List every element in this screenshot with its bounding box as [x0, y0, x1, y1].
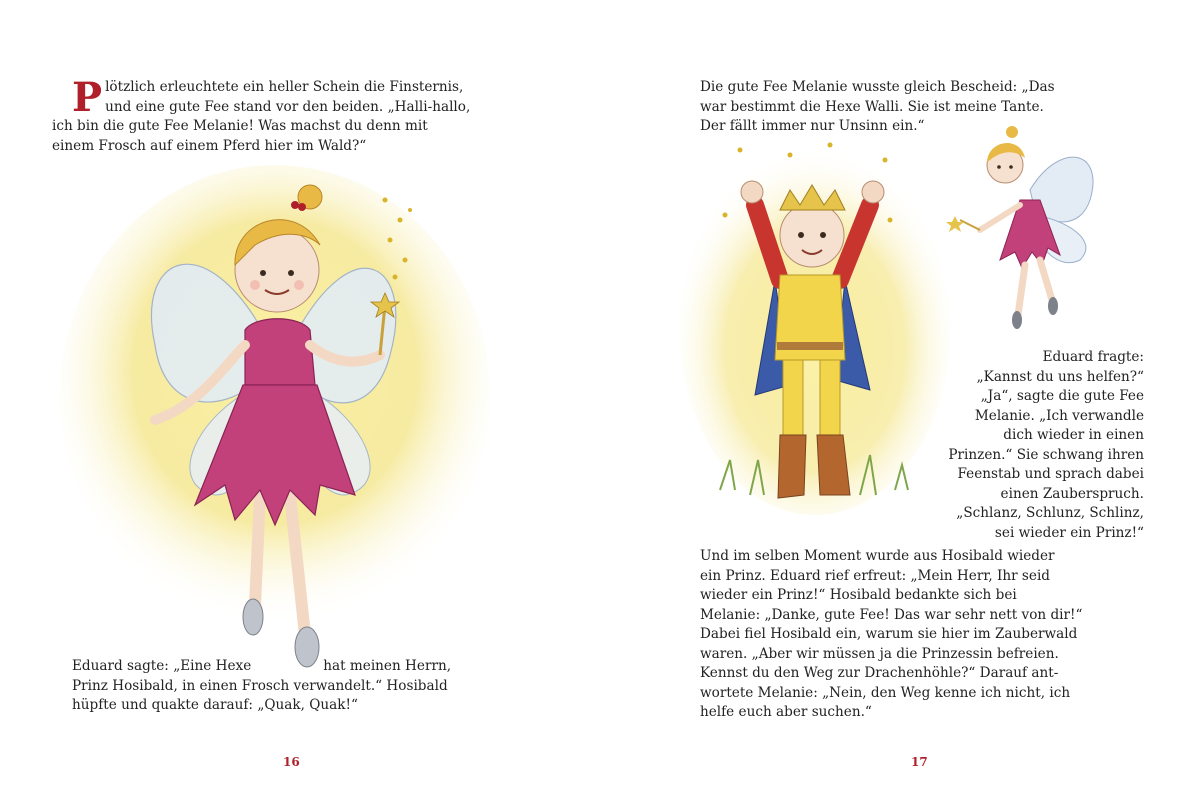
- text-line: Und im selben Moment wurde aus Hosibald wieder: [700, 548, 1055, 564]
- text-line: Eduard fragte:: [1042, 349, 1144, 365]
- text-line: Feenstab und sprach dabei: [957, 466, 1144, 482]
- text-line: wieder ein Prinz!“ Hosibald bedankte sich bei: [700, 587, 1017, 603]
- text-segment: hat meinen Herrn,: [323, 658, 452, 674]
- text-line: einem Frosch auf einem Pferd hier im Wald?“: [52, 137, 367, 154]
- text-line: „Ja“, sagte die gute Fee: [980, 388, 1144, 404]
- text-line: einen Zauberspruch.: [1000, 485, 1144, 502]
- text-line: Der fällt immer nur Unsinn ein.“: [700, 118, 925, 134]
- small-fairy-illustration: [940, 120, 1115, 335]
- text-line: Die gute Fee Melanie wusste gleich Bescheid: „Das: [700, 79, 1055, 95]
- text-line: lötzlich erleuchtete ein heller Schein die Finsternis,: [105, 79, 464, 95]
- text-line: Prinzen.“ Sie schwang ihren: [948, 446, 1144, 463]
- right-page: [600, 0, 1200, 800]
- text-line: Melanie. „Ich verwandle: [974, 407, 1144, 424]
- text-line: hüpfte und quakte darauf: „Quak, Quak!“: [72, 697, 358, 713]
- text-line: und eine gute Fee stand vor den beiden. „Halli-hallo,: [105, 98, 471, 115]
- text-line: wortete Melanie: „Nein, den Weg kenne ich nicht, ich: [700, 684, 1071, 701]
- text-line: Melanie: „Danke, gute Fee! Das war sehr nett von dir!“: [700, 606, 1083, 623]
- text-line: „Kannst du uns helfen?“: [976, 368, 1144, 385]
- text-line: dich wieder in einen: [1003, 427, 1144, 443]
- left-intro-paragraph: [52, 74, 492, 156]
- text-line: Prinz Hosibald, in einen Frosch verwandelt.“ Hosibald: [72, 677, 448, 694]
- fairy-illustration: [55, 165, 495, 685]
- right-side-paragraph: [884, 348, 1144, 543]
- text-line: sei wieder ein Prinz!“: [994, 524, 1144, 541]
- text-line: war bestimmt die Hexe Walli. Sie ist meine Tante.: [700, 98, 1044, 115]
- text-line: helfe euch aber suchen.“: [700, 704, 872, 720]
- left-bottom-paragraph: [72, 657, 492, 716]
- text-line: ein Prinz. Eduard rief erfreut: „Mein Herr, Ihr seid: [700, 567, 1050, 584]
- page-number: 16: [283, 755, 300, 769]
- text-line: Dabei fiel Hosibald ein, warum sie hier im Zauberwald: [700, 626, 1078, 642]
- text-line: ich bin die gute Fee Melanie! Was machst du denn mit: [52, 118, 428, 134]
- page-number: 17: [911, 755, 928, 769]
- dropcap-letter: P: [72, 74, 103, 121]
- text-line: Kennst du den Weg zur Drachenhöhle?“ Darauf ant-: [700, 665, 1059, 681]
- text-segment: Eduard sagte: „Eine Hexe: [72, 658, 252, 674]
- text-line: „Schlanz, Schlunz, Schlinz,: [956, 505, 1144, 521]
- text-line: waren. „Aber wir müssen ja die Prinzessin befreien.: [700, 645, 1059, 662]
- right-bottom-paragraph: [700, 547, 1140, 723]
